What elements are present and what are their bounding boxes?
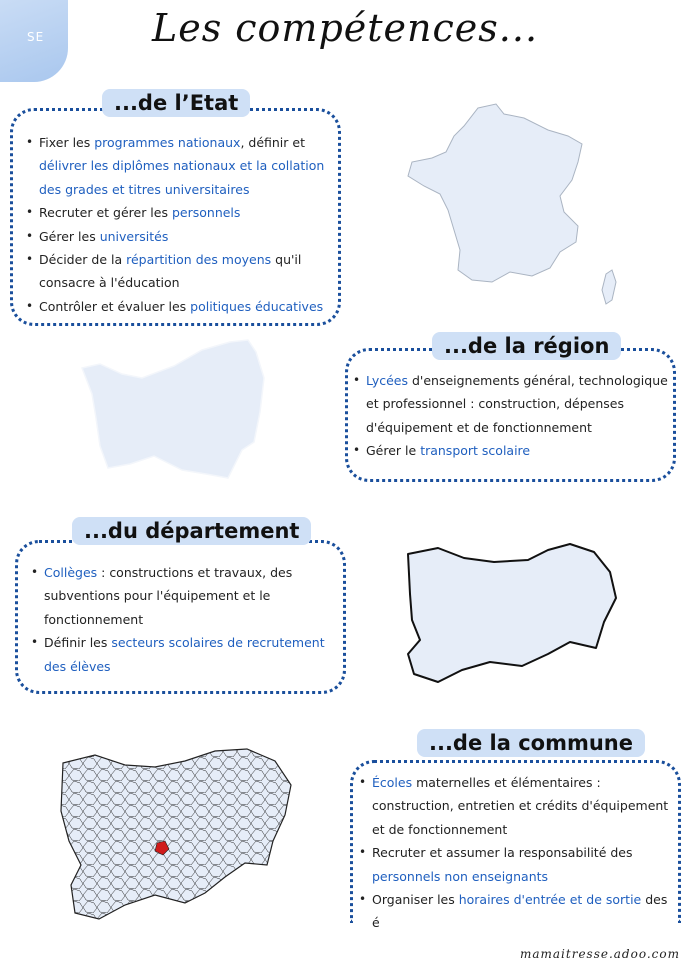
section-departement-title: ...du département	[72, 517, 311, 545]
text-segment: maternelles et élémentaires : construction, entretien et crédits d'équipement et de fonctionnement	[372, 775, 669, 837]
region-map	[78, 338, 278, 488]
section-commune-title: ...de la commune	[417, 729, 645, 757]
text-segment: , définir et	[240, 135, 305, 150]
highlighted-text: programmes nationaux	[94, 135, 241, 150]
text-segment: Recruter et gérer les	[39, 205, 172, 221]
text-segment: qu'il consacre à l'éducation	[39, 252, 302, 291]
section-departement	[15, 540, 346, 694]
highlighted-text: personnels	[171, 205, 241, 221]
highlighted-text: Écoles	[372, 775, 413, 790]
highlighted-text: horaires d'entrée et de sortie	[458, 892, 642, 908]
text-segment: Gérer le	[366, 443, 421, 459]
text-segment: d'enseignements général, technologique et professionnel : construction, dépenses d'équipement et de fonctionnement	[366, 373, 668, 435]
list-item	[25, 131, 330, 201]
text-segment: Gérer les	[39, 228, 100, 244]
list-item	[358, 841, 676, 888]
list-item	[30, 631, 335, 678]
highlighted-text: personnels non enseignants	[372, 868, 549, 884]
highlighted-text: transport scolaire	[420, 443, 531, 459]
departement-list	[30, 561, 335, 678]
list-item	[25, 201, 330, 224]
page-title: Les compétences...	[151, 6, 539, 50]
list-item	[25, 248, 330, 295]
text-segment: Fixer les	[39, 135, 95, 150]
section-commune	[350, 760, 681, 931]
list-item	[358, 888, 676, 935]
list-item	[30, 561, 335, 631]
france-map	[400, 100, 630, 310]
list-item	[352, 439, 672, 462]
highlighted-text: universités	[99, 228, 169, 244]
section-region-title: ...de la région	[432, 332, 621, 360]
department-map	[398, 538, 628, 688]
text-segment: : constructions et travaux, des subventions pour l'équipement et le fonctionnement	[44, 565, 293, 627]
list-item	[358, 771, 676, 841]
text-segment: Recruter et assumer la responsabilité des	[372, 845, 633, 861]
etat-list	[25, 131, 330, 318]
highlighted-text: délivrer les diplômes nationaux et la collation des grades et titres universitaires	[39, 158, 325, 197]
text-segment: Organiser les	[372, 892, 459, 908]
list-item	[352, 369, 672, 439]
text-segment: Contrôler et évaluer les	[39, 298, 191, 314]
commune-map	[55, 745, 305, 925]
footer-site: mamaitresse.adoo.com	[519, 947, 680, 961]
section-etat-title: ...de l’Etat	[102, 89, 250, 117]
commune-list	[358, 771, 676, 935]
highlighted-text: secteurs scolaires de recrutement des élèves	[44, 635, 325, 674]
section-region	[345, 348, 676, 482]
highlighted-text: Collèges	[44, 565, 98, 580]
highlighted-text: politiques éducatives	[190, 298, 324, 314]
list-item	[25, 225, 330, 248]
text-segment: Définir les	[44, 635, 112, 651]
text-segment: Décider de la	[39, 252, 127, 268]
region-list	[352, 369, 672, 463]
highlighted-text: Lycées	[366, 373, 408, 388]
section-etat	[10, 108, 341, 326]
list-item	[25, 295, 330, 318]
corner-label: SE	[27, 30, 45, 44]
text-segment: des é	[372, 892, 668, 931]
highlighted-text: répartition des moyens	[126, 252, 272, 268]
